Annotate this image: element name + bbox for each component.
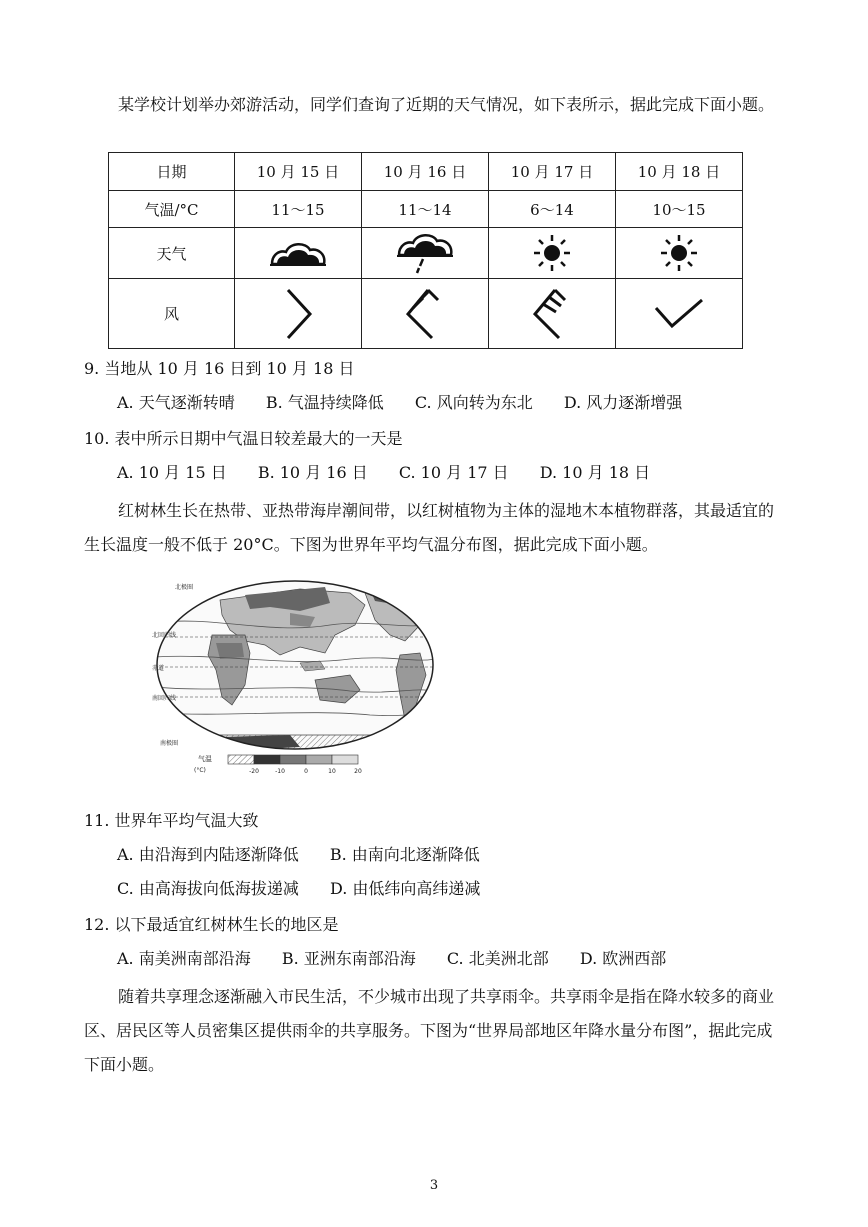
wind-cell	[362, 279, 489, 349]
wind-cell	[235, 279, 362, 349]
map-legend	[194, 754, 362, 775]
option-a: A. 10 月 15 日	[117, 463, 227, 482]
question-10-stem: 10. 表中所示日期中气温日较差最大的一天是	[84, 429, 403, 448]
temp-cell: 11～14	[362, 191, 489, 228]
map-label-arctic-circle: 北极圈	[175, 584, 194, 591]
wind-symbol-2-feather	[402, 286, 448, 342]
legend-tick: 20	[354, 768, 362, 775]
intro-paragraph-umbrella: 随着共享理念逐渐融入市民生活，不少城市出现了共享雨伞。共享雨伞是指在降水较多的商业区、居民区等人员密集区提供雨伞的共享服务。下图为“世界局部地区年降水量分布图”，据此完成下面小题。	[84, 987, 775, 1074]
legend-tick: 0	[304, 768, 308, 775]
temp-cell: 6～14	[489, 191, 616, 228]
legend-tick: -20	[249, 768, 259, 775]
table-row-weather	[109, 228, 743, 279]
question-11-stem: 11. 世界年平均气温大致	[84, 811, 259, 830]
question-11-options-row1	[117, 842, 506, 868]
weather-cell	[362, 228, 489, 279]
sunny-icon	[532, 233, 572, 273]
question-9-stem: 9. 当地从 10 月 16 日到 10 月 18 日	[84, 359, 355, 378]
date-cell: 10 月 18 日	[616, 153, 743, 191]
option-c: C. 10 月 17 日	[398, 463, 509, 482]
option-a: A. 天气逐渐转晴	[117, 393, 235, 412]
option-d: D. 10 月 18 日	[539, 463, 651, 482]
world-temperature-map-graphic	[150, 575, 440, 780]
temp-cell: 11～15	[235, 191, 362, 228]
weather-cell	[489, 228, 616, 279]
wind-symbol-calm	[652, 294, 706, 334]
wind-symbol-0-feather	[278, 286, 318, 342]
row-label-wind: 风	[109, 279, 235, 349]
option-d: D. 风力逐渐增强	[563, 393, 683, 412]
option-a: A. 由沿海到内陆逐渐降低	[117, 845, 299, 864]
option-c: C. 由高海拔向低海拔递减	[117, 879, 299, 898]
question-10-options	[117, 460, 676, 486]
date-cell: 10 月 15 日	[235, 153, 362, 191]
map-label-tropic-north: 北回归线	[152, 632, 177, 639]
sunny-icon	[659, 233, 699, 273]
option-c: C. 风向转为东北	[414, 393, 533, 412]
weather-table	[108, 152, 743, 349]
option-d: D. 由低纬向高纬递减	[329, 879, 481, 898]
wind-symbol-3-feather	[529, 286, 575, 342]
option-b: B. 气温持续降低	[265, 393, 384, 412]
option-a: A. 南美洲南部沿海	[117, 949, 251, 968]
legend-tick: -10	[275, 768, 285, 775]
world-temperature-map	[150, 575, 440, 780]
intro-paragraph-weather: 某学校计划举办郊游活动，同学们查询了近期的天气情况，如下表所示，据此完成下面小题。	[118, 95, 775, 114]
date-cell: 10 月 17 日	[489, 153, 616, 191]
table-row-temperature	[109, 191, 743, 228]
question-12-stem: 12. 以下最适宜红树林生长的地区是	[84, 915, 339, 934]
wind-cell	[489, 279, 616, 349]
temp-cell: 10～15	[616, 191, 743, 228]
option-d: D. 欧洲西部	[579, 949, 667, 968]
row-label-temperature: 气温/°C	[109, 191, 235, 228]
legend-title: 气温	[198, 755, 212, 763]
overcast-icon	[266, 236, 330, 270]
wind-cell	[616, 279, 743, 349]
table-row-wind	[109, 279, 743, 349]
weather-cell	[235, 228, 362, 279]
weather-cell	[616, 228, 743, 279]
map-label-tropic-south: 南回归线	[152, 695, 177, 702]
page-number: 3	[429, 1178, 439, 1193]
table-row-date	[109, 153, 743, 191]
intro-paragraph-mangrove: 红树林生长在热带、亚热带海岸潮间带，以红树植物为主体的湿地木本植物群落，其最适宜的生长温度一般不低于 20°C。下图为世界年平均气温分布图，据此完成下面小题。	[84, 501, 775, 554]
option-c: C. 北美洲北部	[446, 949, 549, 968]
map-label-antarctic-circle: 南极圈	[160, 740, 179, 747]
question-12-options	[117, 946, 692, 972]
map-label-equator: 赤道	[152, 665, 165, 672]
option-b: B. 亚洲东南部沿海	[281, 949, 416, 968]
question-9-options	[117, 390, 708, 416]
option-b: B. 由南向北逐渐降低	[329, 845, 480, 864]
legend-tick: 10	[328, 768, 336, 775]
option-b: B. 10 月 16 日	[257, 463, 368, 482]
row-label-weather: 天气	[109, 228, 235, 279]
legend-unit: (°C)	[194, 767, 206, 774]
overcast-rain-icon	[393, 231, 457, 275]
date-cell: 10 月 16 日	[362, 153, 489, 191]
row-label-date: 日期	[109, 153, 235, 191]
question-11-options-row2	[117, 876, 506, 902]
